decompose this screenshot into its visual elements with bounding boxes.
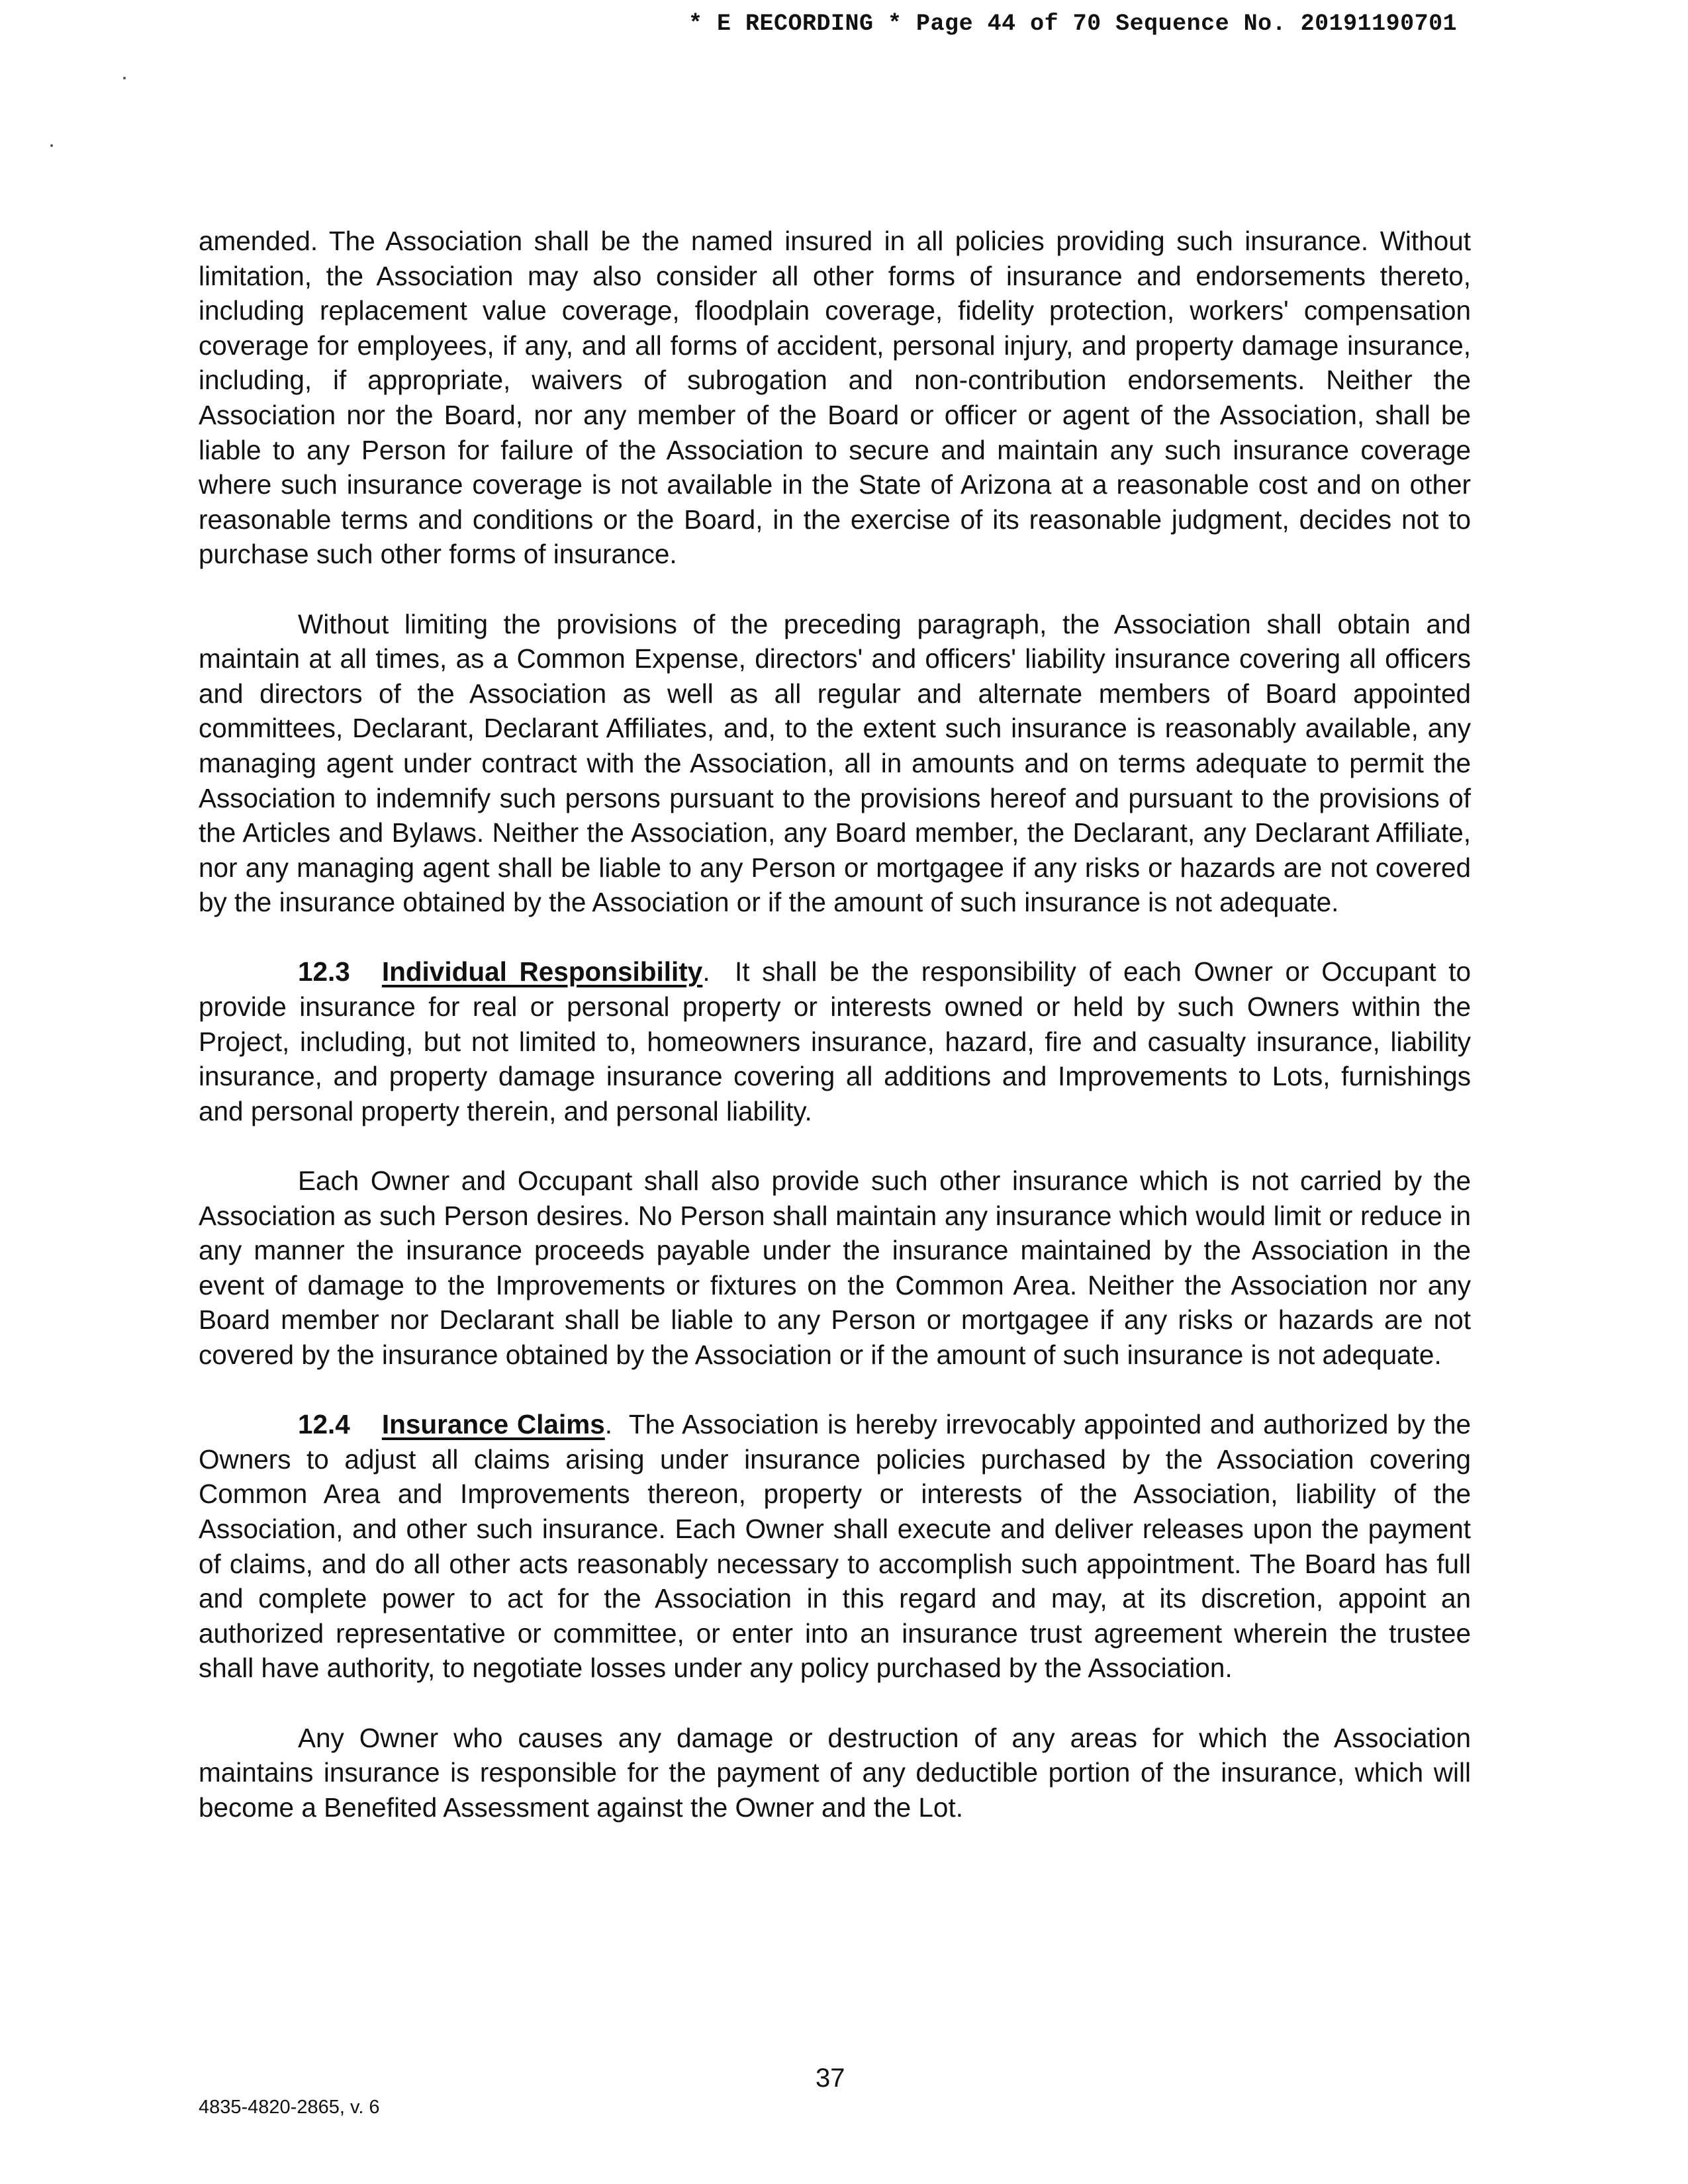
page-number: 37 — [816, 2064, 845, 2093]
scan-speck — [123, 77, 126, 79]
section-number: 12.4 — [298, 1409, 350, 1440]
section-title-punct: . — [604, 1409, 613, 1440]
section-12-4-followup: Any Owner who causes any damage or destruction of any areas for which the Association maintains insurance is responsible for the payment of any deductible portion of the insurance, which will become a Benefited Assessment against the Owner and the Lot. — [199, 1722, 1471, 1823]
document-id: 4835-4820-2865, v. 6 — [199, 2097, 380, 2118]
section-number: 12.3 — [298, 956, 350, 987]
section-title: Individual Responsibility — [381, 956, 703, 987]
section-12-3 — [199, 954, 1471, 1128]
section-12-3-followup: Each Owner and Occupant shall also provide such other insurance which is not carried by the Association as such Person desires. No Person shall maintain any insurance which would limit or reduce in any manner the insurance proceeds payable under the insurance maintained by the Association in the event of damage to the Improvements or fixtures on the Common Area. Neither the Association nor any Board member nor Declarant shall be liable to any Person or mortgagee if any risks or hazards are not covered by the insurance obtained by the Association or if the amount of such insurance is not adequate. — [199, 1165, 1471, 1370]
section-title: Insurance Claims — [381, 1409, 605, 1440]
section-body: The Association is hereby irrevocably appointed and authorized by the Owners to adjust all claims arising under insurance policies purchased by the Association covering Common Area and Improvements thereon, property or interests of the Association, liability of the Association, and other such insurance. Each Owner shall execute and deliver releases upon the payment of claims, and do all other acts reasonably necessary to accomplish such appointment. The Board has full and complete power to act for the Association in this regard and may, at its discretion, appoint an authorized representative or committee, or enter into an insurance trust agreement wherein the trustee shall have authority, to negotiate losses under any policy purchased by the Association. — [199, 1409, 1472, 1684]
section-title-punct: . — [702, 956, 710, 987]
scan-speck — [50, 144, 53, 147]
section-12-4 — [199, 1407, 1471, 1686]
section-body: It shall be the responsibility of each Owner or Occupant to provide insurance for real or personal property or interests owned or held by such Owners within the Project, including, but not limited to, homeowners insurance, hazard, fire and casualty insurance, liability insurance, and property damage insurance covering all additions and Improvements to Lots, furnishings and personal property therein, and personal liability. — [199, 956, 1472, 1126]
paragraph-directors-officers-liability: Without limiting the provisions of the preceding paragraph, the Association shall obtain and maintain at all times, as a Common Expense, directors' and officers' liability insurance covering all officers and directors of the Association as well as all regular and alternate members of Board appointed committees, Declarant, Declarant Affiliates, and, to the extent such insurance is reasonably available, any managing agent under contract with the Association, all in amounts and on terms adequate to permit the Association to indemnify such persons pursuant to the provisions hereof and pursuant to the provisions of the Articles and Bylaws. Neither the Association, any Board member, the Declarant, any Declarant Affiliate, nor any managing agent shall be liable to any Person or mortgagee if any risks or hazards are not covered by the insurance obtained by the Association or if the amount of such insurance is not adequate. — [199, 608, 1471, 918]
document-body — [199, 224, 1471, 1860]
recording-stamp-header: * E RECORDING * Page 44 of 70 Sequence No. 20191190701 — [688, 11, 1458, 37]
paragraph-insurance-coverage: amended. The Association shall be the named insured in all policies providing such insurance. Without limitation, the Association may also consider all other forms of insurance and endorsements thereto, including replacement value coverage, floodplain coverage, fidelity protection, workers' compensation coverage for employees, if any, and all forms of accident, personal injury, and property damage insurance, including, if appropriate, waivers of subrogation and non-contribution endorsements. Neither the Association nor the Board, nor any member of the Board or officer or agent of the Association, shall be liable to any Person for failure of the Association to secure and maintain any such insurance coverage where such insurance coverage is not available in the State of Arizona at a reasonable cost and on other reasonable terms and conditions or the Board, in the exercise of its reasonable judgment, decides not to purchase such other forms of insurance. — [199, 226, 1471, 570]
